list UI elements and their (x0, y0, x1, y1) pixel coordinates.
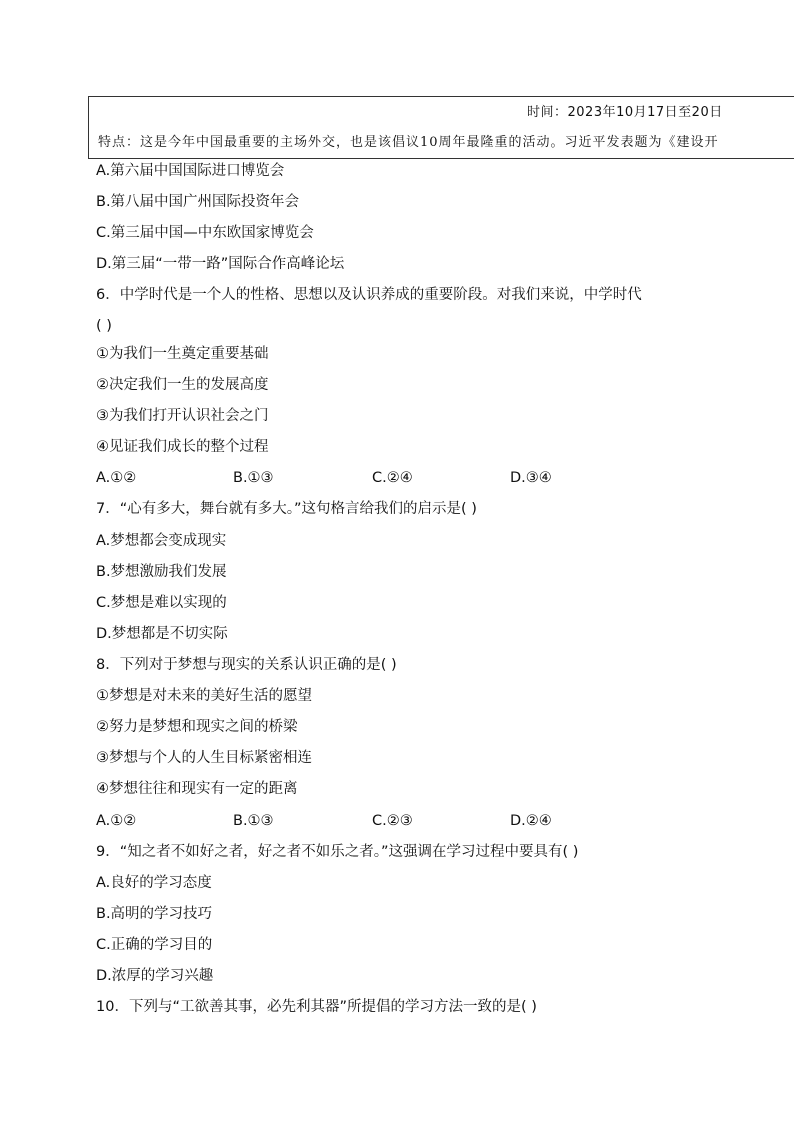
q8-choices (96, 812, 696, 830)
q5-option-d: D.第三届“一带一路”国际合作高峰论坛 (96, 256, 345, 272)
q7-option-b: B.梦想激励我们发展 (96, 564, 227, 580)
q9-stem: 9．“知之者不如好之者，好之者不如乐之者。”这强调在学习过程中要具有( ) (96, 844, 579, 860)
q6-item-4: ④见证我们成长的整个过程 (96, 439, 269, 455)
q10-stem: 10．下列与“工欲善其事，必先利其器”所提倡的学习方法一致的是( ) (96, 999, 537, 1015)
q9-option-a: A.良好的学习态度 (96, 875, 212, 891)
q7-option-a: A.梦想都会变成现实 (96, 533, 227, 549)
q6-item-3: ③为我们打开认识社会之门 (96, 408, 269, 424)
q8-choice-b: B.①③ (233, 813, 274, 829)
q6-choices (96, 469, 696, 487)
info-time: 时间：2023年10月17日至20日 (527, 105, 723, 120)
q6-choice-a: A.①② (96, 470, 137, 486)
q8-item-3: ③梦想与个人的人生目标紧密相连 (96, 750, 312, 766)
q8-item-1: ①梦想是对未来的美好生活的愿望 (96, 688, 312, 704)
q8-choice-a: A.①② (96, 813, 137, 829)
q9-option-c: C.正确的学习目的 (96, 937, 213, 953)
q6-item-2: ②决定我们一生的发展高度 (96, 377, 269, 393)
q8-item-2: ②努力是梦想和现实之间的桥梁 (96, 719, 298, 735)
q5-option-a: A.第六届中国国际进口博览会 (96, 163, 285, 179)
q6-item-1: ①为我们一生奠定重要基础 (96, 346, 269, 362)
q6-choice-d: D.③④ (510, 470, 552, 486)
q5-option-c: C.第三届中国—中东欧国家博览会 (96, 225, 314, 241)
q7-stem: 7．“心有多大，舞台就有多大。”这句格言给我们的启示是( ) (96, 501, 477, 517)
q6-choice-b: B.①③ (233, 470, 274, 486)
q7-option-c: C.梦想是难以实现的 (96, 595, 227, 611)
q8-stem: 8．下列对于梦想与现实的关系认识正确的是( ) (96, 657, 397, 673)
q8-choice-c: C.②③ (372, 813, 413, 829)
q5-option-b: B.第八届中国广州国际投资年会 (96, 194, 300, 210)
q6-stem: 6．中学时代是一个人的性格、思想以及认识养成的重要阶段。对我们来说，中学时代 (96, 287, 642, 303)
info-box (88, 96, 794, 159)
q8-choice-d: D.②④ (510, 813, 552, 829)
q6-choice-c: C.②④ (372, 470, 413, 486)
q8-item-4: ④梦想往往和现实有一定的距离 (96, 781, 298, 797)
q7-option-d: D.梦想都是不切实际 (96, 626, 228, 642)
q6-stem-cont: ( ) (96, 318, 112, 334)
q9-option-b: B.高明的学习技巧 (96, 906, 213, 922)
info-feature: 特点：这是今年中国最重要的主场外交，也是该倡议10周年最隆重的活动。习近平发表题为《建设开 (98, 135, 719, 150)
q9-option-d: D.浓厚的学习兴趣 (96, 968, 214, 984)
